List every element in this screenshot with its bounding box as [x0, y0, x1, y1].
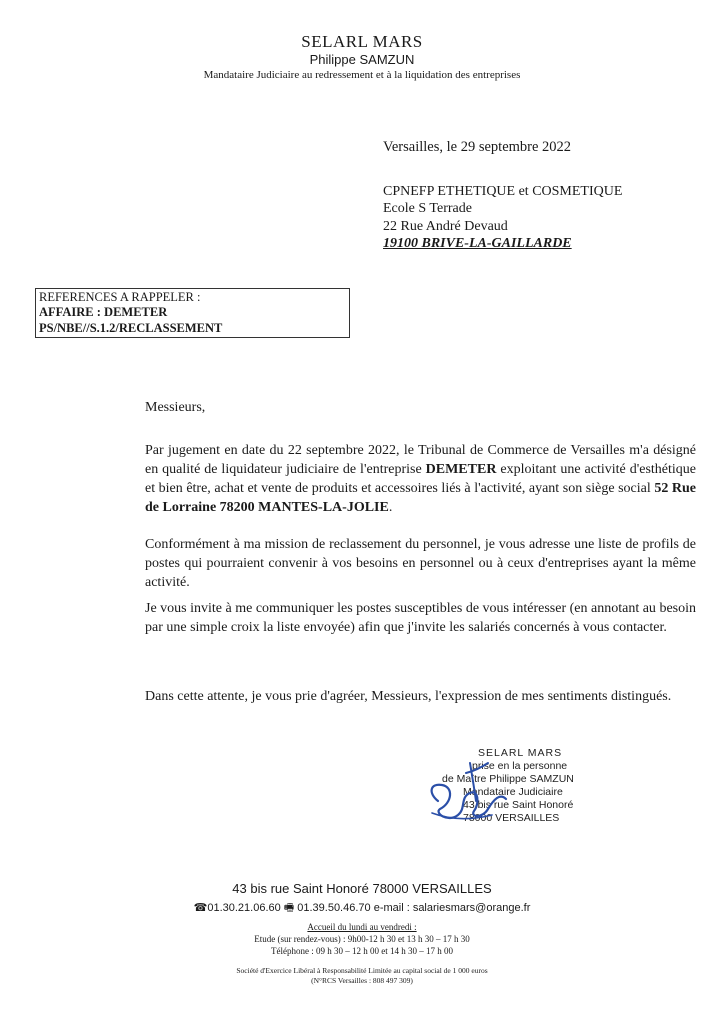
- footer-legal-status: Société d'Exercice Libéral à Responsabilité Limitée au capital social de 1 000 euros: [236, 966, 488, 975]
- recipient-line-2: Ecole S Terrade: [383, 201, 472, 216]
- stamp-line-5: 43 bis rue Saint Honoré: [463, 799, 574, 811]
- references-code: PS/NBE//S.1.2/RECLASSEMENT: [39, 321, 223, 335]
- recipient-line-1: CPNEFP ETHETIQUE et COSMETIQUE: [383, 184, 623, 199]
- paragraph-1-text-c: .: [388, 500, 393, 515]
- paragraph-3: Je vous invite à me communiquer les postes susceptibles de vous intéresser (en annotant au besoin par une simple croix la liste envoyée) afin que j'invite les salariés concernés à vous contacter.: [145, 601, 696, 635]
- references-heading: REFERENCES A RAPPELER :: [39, 290, 201, 304]
- stamp-line-1: SELARL MARS: [478, 747, 563, 759]
- recipient-line-3: 22 Rue André Devaud: [383, 219, 508, 234]
- paragraph-4: Dans cette attente, je vous prie d'agréer, Messieurs, l'expression de mes sentiments distingués.: [145, 689, 672, 704]
- footer-contact: ☎01.30.21.06.60 🖷 01.39.50.46.70 e-mail : salariesmars@orange.fr: [193, 902, 531, 914]
- paragraph-1-text-b: exploitant une activité d'esthétique et bien être, achat et vente de produits et accessoires liés à l'activité, ayant son siège social: [145, 462, 696, 496]
- header-person-name: Philippe SAMZUN: [309, 52, 415, 67]
- references-box: [35, 288, 350, 338]
- footer-hours-title: Accueil du lundi au vendredi :: [307, 922, 417, 932]
- paragraph-1-text-a: Par jugement en date du 22 septembre 2022, le Tribunal de Commerce de Versailles m'a désigné en qualité de liquidateur judiciaire de l'entreprise: [145, 443, 696, 477]
- company-name: DEMETER: [425, 462, 497, 477]
- salutation: Messieurs,: [145, 400, 206, 415]
- references-affaire: AFFAIRE : DEMETER: [39, 305, 168, 319]
- paragraph-1: [145, 441, 696, 517]
- recipient-city: 19100 BRIVE-LA-GAILLARDE: [383, 236, 572, 251]
- header-firm-name: SELARL MARS: [301, 32, 423, 51]
- handwritten-signature: [408, 753, 548, 833]
- footer-hours-phone: Téléphone : 09 h 30 – 12 h 00 et 14 h 30 – 17 h 00: [271, 946, 453, 956]
- stamp-line-2: prise en la personne: [472, 760, 568, 772]
- stamp-line-3: de Maître Philippe SAMZUN: [442, 773, 574, 785]
- paragraph-2: Conformément à ma mission de reclassement du personnel, je vous adresse une liste de profils de postes qui pourraient convenir à vos besoins en personnel ou à ceux d'entreprises ayant la même activité.: [145, 537, 696, 590]
- company-address: 52 Rue de Lorraine 78200 MANTES-LA-JOLIE: [145, 481, 697, 515]
- footer-rcs-number: (N°RCS Versailles : 808 497 309): [311, 976, 413, 985]
- stamp-line-4: Mandataire Judiciaire: [463, 786, 563, 798]
- footer-address: 43 bis rue Saint Honoré 78000 VERSAILLES: [232, 881, 492, 896]
- date-line: Versailles, le 29 septembre 2022: [383, 139, 572, 155]
- footer-hours-office: Etude (sur rendez-vous) : 9h00-12 h 30 et 13 h 30 – 17 h 30: [254, 934, 470, 944]
- stamp-line-6: 78000 VERSAILLES: [463, 812, 560, 824]
- header-role: Mandataire Judiciaire au redressement et à la liquidation des entreprises: [203, 69, 521, 81]
